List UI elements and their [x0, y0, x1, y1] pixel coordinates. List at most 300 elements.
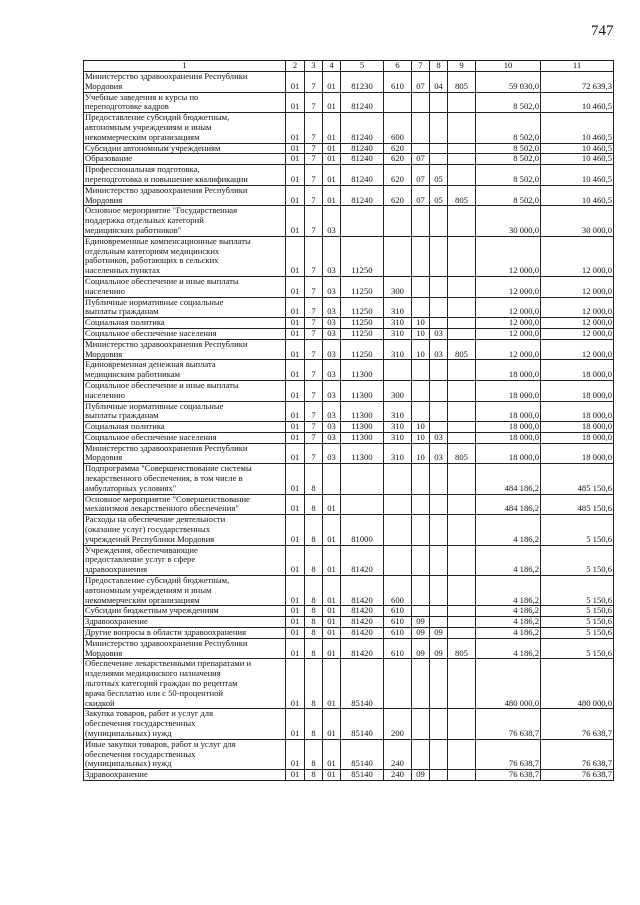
code-6-cell — [384, 360, 412, 381]
code-3-cell: 7 — [305, 236, 323, 276]
amount-10-cell: 30 000,0 — [476, 206, 541, 236]
amount-11-cell: 10 460,5 — [541, 143, 614, 154]
code-7-cell: 10 — [412, 318, 430, 329]
amount-11-cell: 5 150,6 — [541, 638, 614, 659]
amount-11-cell: 18 000,0 — [541, 422, 614, 433]
code-3-cell: 8 — [305, 617, 323, 628]
code-2-cell: 01 — [286, 638, 305, 659]
code-8-cell: 05 — [430, 185, 448, 206]
table-row — [84, 380, 614, 401]
code-7-cell — [412, 143, 430, 154]
code-9-cell: 805 — [448, 339, 476, 360]
code-6-cell: 610 — [384, 617, 412, 628]
code-8-cell: 09 — [430, 638, 448, 659]
code-3-cell: 7 — [305, 443, 323, 464]
code-9-cell — [448, 318, 476, 329]
code-8-cell — [430, 617, 448, 628]
code-2-cell: 01 — [286, 113, 305, 143]
code-5-cell: 81240 — [341, 92, 384, 113]
code-4-cell: 01 — [323, 638, 341, 659]
code-2-cell: 01 — [286, 276, 305, 297]
code-2-cell: 01 — [286, 432, 305, 443]
code-4-cell: 03 — [323, 318, 341, 329]
code-2-cell: 01 — [286, 297, 305, 318]
code-2-cell: 01 — [286, 659, 305, 709]
amount-11-cell: 12 000,0 — [541, 339, 614, 360]
code-3-cell: 8 — [305, 628, 323, 639]
code-6-cell — [384, 659, 412, 709]
code-6-cell: 310 — [384, 339, 412, 360]
amount-10-cell: 480 000,0 — [476, 659, 541, 709]
amount-10-cell: 18 000,0 — [476, 380, 541, 401]
code-7-cell: 09 — [412, 638, 430, 659]
code-6-cell: 620 — [384, 165, 412, 186]
code-6-cell: 200 — [384, 709, 412, 739]
amount-11-cell: 480 000,0 — [541, 659, 614, 709]
code-4-cell: 01 — [323, 659, 341, 709]
code-9-cell — [448, 628, 476, 639]
row-name-cell: Подпрограмма "Совершенствование системы лекарственного обеспечения, в том числе в амбулаторных условиях" — [84, 464, 286, 494]
code-9-cell — [448, 464, 476, 494]
code-6-cell: 240 — [384, 739, 412, 769]
code-3-cell: 8 — [305, 515, 323, 545]
column-header: 4 — [323, 61, 341, 72]
table-row — [84, 422, 614, 433]
table-row — [84, 545, 614, 575]
code-8-cell — [430, 380, 448, 401]
table-row — [84, 709, 614, 739]
code-9-cell — [448, 297, 476, 318]
amount-11-cell: 18 000,0 — [541, 380, 614, 401]
code-7-cell: 10 — [412, 328, 430, 339]
amount-11-cell: 5 150,6 — [541, 576, 614, 606]
code-4-cell: 01 — [323, 143, 341, 154]
code-7-cell — [412, 606, 430, 617]
code-2-cell: 01 — [286, 545, 305, 575]
code-2-cell: 01 — [286, 443, 305, 464]
code-9-cell — [448, 576, 476, 606]
amount-11-cell: 485 150,6 — [541, 494, 614, 515]
code-5-cell: 11250 — [341, 339, 384, 360]
code-5-cell: 81230 — [341, 72, 384, 93]
code-4-cell: 01 — [323, 770, 341, 781]
amount-11-cell: 485 150,6 — [541, 464, 614, 494]
code-4-cell: 03 — [323, 297, 341, 318]
code-2-cell: 01 — [286, 515, 305, 545]
code-5-cell: 81420 — [341, 617, 384, 628]
amount-10-cell: 12 000,0 — [476, 276, 541, 297]
row-name-cell: Здравоохранение — [84, 617, 286, 628]
code-6-cell — [384, 515, 412, 545]
code-7-cell — [412, 276, 430, 297]
row-name-cell: Здравоохранение — [84, 770, 286, 781]
code-3-cell: 8 — [305, 638, 323, 659]
code-8-cell — [430, 770, 448, 781]
code-4-cell: 01 — [323, 617, 341, 628]
code-7-cell — [412, 113, 430, 143]
column-header: 3 — [305, 61, 323, 72]
code-6-cell: 610 — [384, 72, 412, 93]
code-7-cell: 10 — [412, 432, 430, 443]
code-5-cell: 85140 — [341, 770, 384, 781]
table-row — [84, 72, 614, 93]
code-9-cell — [448, 545, 476, 575]
row-name-cell: Единовременные компенсационные выплаты отдельным категориям медицинских работников, работающих в сельских населенных пунктах — [84, 236, 286, 276]
code-4-cell: 03 — [323, 328, 341, 339]
code-5-cell: 85140 — [341, 709, 384, 739]
table-row — [84, 318, 614, 329]
table-row — [84, 432, 614, 443]
code-3-cell: 7 — [305, 72, 323, 93]
code-5-cell: 11300 — [341, 432, 384, 443]
code-7-cell — [412, 464, 430, 494]
code-8-cell: 03 — [430, 328, 448, 339]
row-name-cell: Субсидии бюджетным учреждениям — [84, 606, 286, 617]
code-7-cell: 07 — [412, 72, 430, 93]
row-name-cell: Предоставление субсидий бюджетным, автономным учреждениям и иным некоммерческим организациям — [84, 113, 286, 143]
code-4-cell: 03 — [323, 236, 341, 276]
code-2-cell: 01 — [286, 380, 305, 401]
code-6-cell — [384, 494, 412, 515]
row-name-cell: Предоставление субсидий бюджетным, автономным учреждениям и иным некоммерческим организациям — [84, 576, 286, 606]
code-9-cell — [448, 709, 476, 739]
code-7-cell: 09 — [412, 617, 430, 628]
code-4-cell: 03 — [323, 380, 341, 401]
code-4-cell: 03 — [323, 339, 341, 360]
code-4-cell: 03 — [323, 360, 341, 381]
code-3-cell: 8 — [305, 739, 323, 769]
table-row — [84, 328, 614, 339]
code-6-cell — [384, 236, 412, 276]
amount-11-cell: 76 638,7 — [541, 770, 614, 781]
code-4-cell: 01 — [323, 606, 341, 617]
code-6-cell: 600 — [384, 576, 412, 606]
code-6-cell: 240 — [384, 770, 412, 781]
column-header: 7 — [412, 61, 430, 72]
code-9-cell — [448, 165, 476, 186]
table-row — [84, 770, 614, 781]
code-8-cell — [430, 494, 448, 515]
amount-11-cell: 12 000,0 — [541, 318, 614, 329]
row-name-cell: Публичные нормативные социальные выплаты гражданам — [84, 297, 286, 318]
code-3-cell: 7 — [305, 328, 323, 339]
code-9-cell: 805 — [448, 443, 476, 464]
code-8-cell — [430, 143, 448, 154]
code-3-cell: 7 — [305, 276, 323, 297]
code-7-cell: 09 — [412, 628, 430, 639]
amount-10-cell: 484 186,2 — [476, 464, 541, 494]
code-7-cell — [412, 297, 430, 318]
amount-10-cell: 59 030,0 — [476, 72, 541, 93]
table-row — [84, 628, 614, 639]
code-4-cell: 03 — [323, 401, 341, 422]
amount-10-cell: 4 186,2 — [476, 638, 541, 659]
code-3-cell: 7 — [305, 380, 323, 401]
row-name-cell: Учебные заведения и курсы по переподготовке кадров — [84, 92, 286, 113]
code-8-cell: 04 — [430, 72, 448, 93]
page-number: 747 — [591, 23, 614, 39]
code-6-cell: 620 — [384, 143, 412, 154]
code-6-cell: 620 — [384, 154, 412, 165]
code-8-cell — [430, 606, 448, 617]
code-6-cell: 300 — [384, 276, 412, 297]
code-8-cell — [430, 659, 448, 709]
code-2-cell: 01 — [286, 617, 305, 628]
code-2-cell: 01 — [286, 165, 305, 186]
code-4-cell: 01 — [323, 185, 341, 206]
code-8-cell: 03 — [430, 339, 448, 360]
amount-11-cell: 10 460,5 — [541, 113, 614, 143]
code-3-cell: 8 — [305, 709, 323, 739]
amount-10-cell: 12 000,0 — [476, 328, 541, 339]
amount-10-cell: 4 186,2 — [476, 576, 541, 606]
code-4-cell: 01 — [323, 545, 341, 575]
code-2-cell: 01 — [286, 72, 305, 93]
code-7-cell: 10 — [412, 443, 430, 464]
code-9-cell — [448, 276, 476, 297]
code-5-cell: 11250 — [341, 318, 384, 329]
row-name-cell: Министерство здравоохранения Республики Мордовия — [84, 185, 286, 206]
amount-10-cell: 4 186,2 — [476, 606, 541, 617]
code-6-cell: 600 — [384, 113, 412, 143]
column-header: 9 — [448, 61, 476, 72]
code-4-cell: 03 — [323, 422, 341, 433]
code-7-cell — [412, 401, 430, 422]
code-6-cell: 310 — [384, 328, 412, 339]
code-2-cell: 01 — [286, 422, 305, 433]
code-2-cell: 01 — [286, 360, 305, 381]
code-5-cell: 11250 — [341, 328, 384, 339]
amount-11-cell: 18 000,0 — [541, 432, 614, 443]
code-4-cell: 01 — [323, 165, 341, 186]
code-9-cell — [448, 92, 476, 113]
code-4-cell: 03 — [323, 432, 341, 443]
row-name-cell: Министерство здравоохранения Республики Мордовия — [84, 443, 286, 464]
code-3-cell: 8 — [305, 464, 323, 494]
code-9-cell: 805 — [448, 185, 476, 206]
code-6-cell: 610 — [384, 638, 412, 659]
amount-10-cell: 4 186,2 — [476, 628, 541, 639]
code-5-cell: 81240 — [341, 154, 384, 165]
code-9-cell — [448, 236, 476, 276]
amount-10-cell: 8 502,0 — [476, 92, 541, 113]
code-3-cell: 7 — [305, 206, 323, 236]
code-2-cell: 01 — [286, 328, 305, 339]
code-8-cell — [430, 236, 448, 276]
code-9-cell — [448, 206, 476, 236]
code-8-cell — [430, 545, 448, 575]
code-8-cell — [430, 113, 448, 143]
row-name-cell: Министерство здравоохранения Республики Мордовия — [84, 339, 286, 360]
code-2-cell: 01 — [286, 143, 305, 154]
code-8-cell: 09 — [430, 628, 448, 639]
amount-11-cell: 18 000,0 — [541, 443, 614, 464]
code-9-cell — [448, 422, 476, 433]
code-7-cell — [412, 709, 430, 739]
code-8-cell — [430, 276, 448, 297]
code-9-cell — [448, 606, 476, 617]
code-6-cell — [384, 206, 412, 236]
column-header: 6 — [384, 61, 412, 72]
code-5-cell: 81240 — [341, 143, 384, 154]
code-4-cell: 03 — [323, 443, 341, 464]
code-8-cell: 03 — [430, 432, 448, 443]
row-name-cell: Иные закупки товаров, работ и услуг для обеспечения государственных (муниципальных) нужд — [84, 739, 286, 769]
code-6-cell — [384, 464, 412, 494]
code-4-cell: 01 — [323, 576, 341, 606]
code-5-cell: 11300 — [341, 443, 384, 464]
code-4-cell: 01 — [323, 494, 341, 515]
table-row — [84, 165, 614, 186]
amount-10-cell: 484 186,2 — [476, 494, 541, 515]
row-name-cell: Социальное обеспечение населения — [84, 432, 286, 443]
table-row — [84, 360, 614, 381]
code-7-cell: 10 — [412, 339, 430, 360]
code-5-cell: 11300 — [341, 422, 384, 433]
table-row — [84, 297, 614, 318]
column-header: 11 — [541, 61, 614, 72]
amount-11-cell: 30 000,0 — [541, 206, 614, 236]
code-8-cell — [430, 709, 448, 739]
code-5-cell: 11250 — [341, 297, 384, 318]
table-row — [84, 206, 614, 236]
code-8-cell — [430, 92, 448, 113]
code-5-cell: 81420 — [341, 638, 384, 659]
amount-11-cell: 12 000,0 — [541, 328, 614, 339]
row-name-cell: Обеспечение лекарственными препаратами и изделиями медицинского назначения льготных категорий граждан по рецептам врача бесплатно или с 50-процентной скидкой — [84, 659, 286, 709]
table-row — [84, 464, 614, 494]
code-4-cell: 01 — [323, 628, 341, 639]
code-2-cell: 01 — [286, 606, 305, 617]
code-8-cell — [430, 401, 448, 422]
code-9-cell — [448, 154, 476, 165]
code-7-cell — [412, 659, 430, 709]
code-2-cell: 01 — [286, 770, 305, 781]
row-name-cell: Расходы на обеспечение деятельности (оказание услуг) государственных учреждений Республики Мордовия — [84, 515, 286, 545]
row-name-cell: Образование — [84, 154, 286, 165]
column-header: 1 — [84, 61, 286, 72]
code-6-cell: 300 — [384, 380, 412, 401]
amount-10-cell: 12 000,0 — [476, 318, 541, 329]
amount-10-cell: 76 638,7 — [476, 739, 541, 769]
code-5-cell: 11300 — [341, 380, 384, 401]
amount-10-cell: 4 186,2 — [476, 545, 541, 575]
amount-10-cell: 8 502,0 — [476, 185, 541, 206]
table-row — [84, 576, 614, 606]
table-row — [84, 606, 614, 617]
code-8-cell — [430, 739, 448, 769]
code-5-cell: 81000 — [341, 515, 384, 545]
table-row — [84, 494, 614, 515]
amount-10-cell: 12 000,0 — [476, 297, 541, 318]
code-9-cell — [448, 617, 476, 628]
code-5-cell: 81420 — [341, 628, 384, 639]
header-row — [84, 61, 614, 72]
code-7-cell — [412, 236, 430, 276]
code-9-cell — [448, 401, 476, 422]
code-5-cell: 81240 — [341, 165, 384, 186]
code-3-cell: 8 — [305, 576, 323, 606]
code-5-cell: 11300 — [341, 360, 384, 381]
column-header: 2 — [286, 61, 305, 72]
amount-11-cell: 76 638,7 — [541, 739, 614, 769]
code-2-cell: 01 — [286, 628, 305, 639]
code-5-cell — [341, 464, 384, 494]
code-6-cell: 310 — [384, 443, 412, 464]
amount-11-cell: 12 000,0 — [541, 297, 614, 318]
amount-11-cell: 5 150,6 — [541, 515, 614, 545]
code-2-cell: 01 — [286, 739, 305, 769]
column-header: 5 — [341, 61, 384, 72]
amount-10-cell: 4 186,2 — [476, 617, 541, 628]
amount-11-cell: 10 460,5 — [541, 185, 614, 206]
code-3-cell: 7 — [305, 92, 323, 113]
table-row — [84, 185, 614, 206]
code-6-cell: 620 — [384, 185, 412, 206]
table-row — [84, 236, 614, 276]
code-2-cell: 01 — [286, 401, 305, 422]
code-6-cell — [384, 92, 412, 113]
code-3-cell: 7 — [305, 360, 323, 381]
table-row — [84, 154, 614, 165]
code-5-cell: 11300 — [341, 401, 384, 422]
code-5-cell: 81420 — [341, 545, 384, 575]
table-row — [84, 339, 614, 360]
table-row — [84, 92, 614, 113]
row-name-cell: Социальная политика — [84, 422, 286, 433]
code-3-cell: 8 — [305, 659, 323, 709]
code-6-cell: 610 — [384, 606, 412, 617]
code-5-cell: 81240 — [341, 185, 384, 206]
code-3-cell: 7 — [305, 422, 323, 433]
amount-10-cell: 18 000,0 — [476, 443, 541, 464]
code-8-cell: 05 — [430, 165, 448, 186]
code-2-cell: 01 — [286, 185, 305, 206]
code-2-cell: 01 — [286, 206, 305, 236]
code-5-cell: 85140 — [341, 739, 384, 769]
code-2-cell: 01 — [286, 576, 305, 606]
code-3-cell: 7 — [305, 143, 323, 154]
code-2-cell: 01 — [286, 236, 305, 276]
code-9-cell — [448, 143, 476, 154]
code-9-cell — [448, 380, 476, 401]
amount-11-cell: 18 000,0 — [541, 360, 614, 381]
code-7-cell: 09 — [412, 770, 430, 781]
code-9-cell: 805 — [448, 638, 476, 659]
code-4-cell: 01 — [323, 92, 341, 113]
code-6-cell — [384, 545, 412, 575]
code-5-cell: 11250 — [341, 236, 384, 276]
code-3-cell: 7 — [305, 318, 323, 329]
row-name-cell: Другие вопросы в области здравоохранения — [84, 628, 286, 639]
code-2-cell: 01 — [286, 464, 305, 494]
code-6-cell: 310 — [384, 432, 412, 443]
amount-11-cell: 12 000,0 — [541, 236, 614, 276]
table-row — [84, 113, 614, 143]
code-3-cell: 7 — [305, 165, 323, 186]
amount-10-cell: 18 000,0 — [476, 432, 541, 443]
code-2-cell: 01 — [286, 318, 305, 329]
amount-11-cell: 5 150,6 — [541, 545, 614, 575]
column-header: 8 — [430, 61, 448, 72]
code-8-cell — [430, 422, 448, 433]
code-2-cell: 01 — [286, 339, 305, 360]
code-8-cell — [430, 206, 448, 236]
row-name-cell: Профессиональная подготовка, переподготовка и повышение квалификации — [84, 165, 286, 186]
row-name-cell: Единовременная денежная выплата медицинским работникам — [84, 360, 286, 381]
code-8-cell — [430, 360, 448, 381]
code-8-cell — [430, 297, 448, 318]
